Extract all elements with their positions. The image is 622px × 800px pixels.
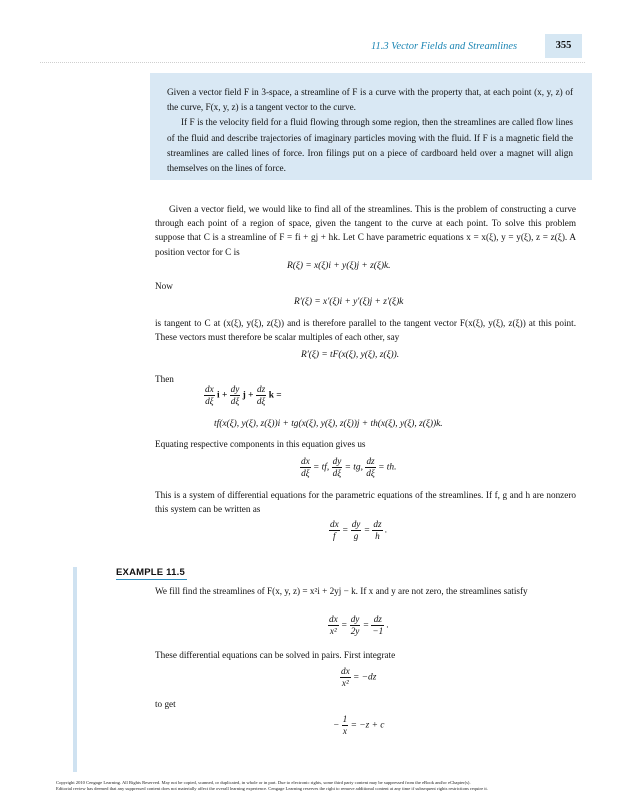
now-text: Now — [155, 281, 173, 291]
footer-line-2: Editorial review has deemed that any suppressed content does not materially affect the overall learning experience. Cengage Learning reserves the right to remove additional content at any time if subsequent rights restrictions require it. — [56, 786, 488, 791]
footer-line-1: Copyright 2010 Cengage Learning. All Rights Reserved. May not be copied, scanned, or duplicated, in whole or in part. Due to electronic rights, some third party content may be suppressed from the eBook and/or eChapter(s). — [56, 780, 471, 785]
eq-tf: = tf, — [313, 462, 330, 473]
fraction-dy-2y: $\frac{dy}{2y}$ — [350, 614, 360, 636]
page-number: 355 — [545, 34, 582, 58]
example-sidebar-bar — [73, 567, 77, 772]
eq-th: = th. — [378, 462, 397, 473]
equating-text: Equating respective components in this equation gives us — [155, 439, 366, 449]
term-i: i + — [217, 390, 228, 401]
pairs-paragraph — [155, 648, 576, 662]
fraction-dz-dxi: $\frac{dz}{d\xi}$ — [256, 384, 266, 406]
example-intro-text: We fill find the streamlines of F(x, y, z) = x²i + 2yj − k. If x and y are not zero, the streamlines satisfy — [155, 586, 528, 596]
running-header-title: 11.3 Vector Fields and Streamlines — [371, 41, 518, 52]
fraction-dz-neg1: $\frac{dz}{-1}$ — [372, 614, 384, 636]
term-k: k = — [268, 390, 282, 401]
equation-position-vector: R(ξ) = x(ξ)i + y(ξ)j + z(ξ)k. — [287, 261, 391, 271]
now-label — [155, 279, 576, 293]
example-title: EXAMPLE 11.5 — [116, 567, 185, 578]
then-text: Then — [155, 374, 174, 384]
term-j: j + — [242, 390, 254, 401]
fraction-one-x: $\frac{1}{x}$ — [342, 714, 348, 736]
fraction-dy-dxi: $\frac{dy}{d\xi}$ — [230, 384, 240, 406]
to-get-text: to get — [155, 699, 176, 709]
definition-box-text — [167, 85, 573, 176]
definition-paragraph-1: Given a vector field F in 3-space, a streamline of F is a curve with the property that, at each point (x, y, z) of the curve, F(x, y, z) is a tangent vector to the curve. — [167, 87, 573, 113]
example-intro-paragraph — [155, 584, 576, 598]
equation-scalar-multiple: R′(ξ) = tF(x(ξ), y(ξ), z(ξ)). — [301, 350, 400, 360]
fraction-dx: $\frac{dx}{d\xi}$ — [301, 456, 310, 478]
copyright-footer — [56, 780, 596, 792]
equation-derivative: R′(ξ) = x′(ξ)i + y′(ξ)j + z′(ξ)k — [294, 297, 404, 307]
equation-example-system: $\frac{dx}{\text{x²}}$ = $\frac{dy}{2y}$ = $\frac{dz}{-1}$ . — [329, 614, 389, 636]
tangent-text: is tangent to C at (x(ξ), y(ξ), z(ξ)) and is therefore parallel to the tangent vector F(x(ξ), y(ξ), z(ξ)) at this point. These vectors must therefore be scalar multiples of each other, say — [155, 318, 576, 343]
equation-then-line2: tf(x(ξ), y(ξ), z(ξ))i + tg(x(ξ), y(ξ), z(ξ))j + th(x(ξ), y(ξ), z(ξ))k. — [214, 419, 443, 429]
system-text: This is a system of differential equations for the parametric equations of the streamlines. If f, g and h are nonzero this system can be written as — [155, 490, 576, 515]
body-intro-paragraph — [155, 202, 576, 259]
to-get-label — [155, 697, 576, 711]
fraction-dx-x2: $\frac{dx}{\text{x²}}$ — [329, 614, 338, 636]
example-title-underline — [116, 579, 187, 580]
pairs-text: These differential equations can be solved in pairs. First integrate — [155, 650, 396, 660]
system-paragraph — [155, 488, 576, 516]
fraction-dx-x2-single: $\frac{dx}{\text{x²}}$ — [341, 666, 350, 688]
fraction-dz-h: $\frac{dz}{h}$ — [373, 519, 382, 541]
eq-tg: = tg, — [344, 462, 363, 473]
fraction-dx-dxi: $\frac{dx}{d\xi}$ — [205, 384, 214, 406]
equating-paragraph — [155, 437, 576, 451]
fraction-dx-f: $\frac{dx}{f}$ — [330, 519, 339, 541]
fraction-dy: $\frac{dy}{d\xi}$ — [332, 456, 342, 478]
fraction-dy-g: $\frac{dy}{g}$ — [351, 519, 361, 541]
equation-ratio-form: $\frac{dx}{f}$ = $\frac{dy}{g}$ = $\frac{dz}{h}$ . — [330, 519, 388, 541]
intro-text: Given a vector field, we would like to find all of the streamlines. This is the problem of constructing a curve through each point of a region of space, given the tangent to the curve at each point. To solve this problem suppose that C is a streamline of F = fi + gj + hk. Let C have parametric equations x = x(ξ), y = y(ξ), z = z(ξ). A position vector for C is — [155, 204, 576, 257]
tangent-paragraph — [155, 316, 576, 344]
equation-then-line1 — [204, 384, 282, 407]
equation-integrate: $\frac{dx}{\text{x²}}$ = −dz — [341, 666, 377, 688]
header-divider — [40, 62, 585, 63]
fraction-dz: $\frac{dz}{d\xi}$ — [366, 456, 375, 478]
definition-paragraph-2: If F is the velocity field for a fluid flowing through some region, then the streamlines are called flow lines of the fluid and describe trajectories of imaginary particles moving with the fluid. If F is a magnetic field the streamlines are called lines of force. Iron filings put on a piece of cardboard held over a magnet will align themselves on the lines of force. — [167, 117, 573, 174]
equation-component-system — [300, 456, 396, 479]
equation-result: − $\frac{1}{x}$ = −z + c — [333, 714, 385, 736]
